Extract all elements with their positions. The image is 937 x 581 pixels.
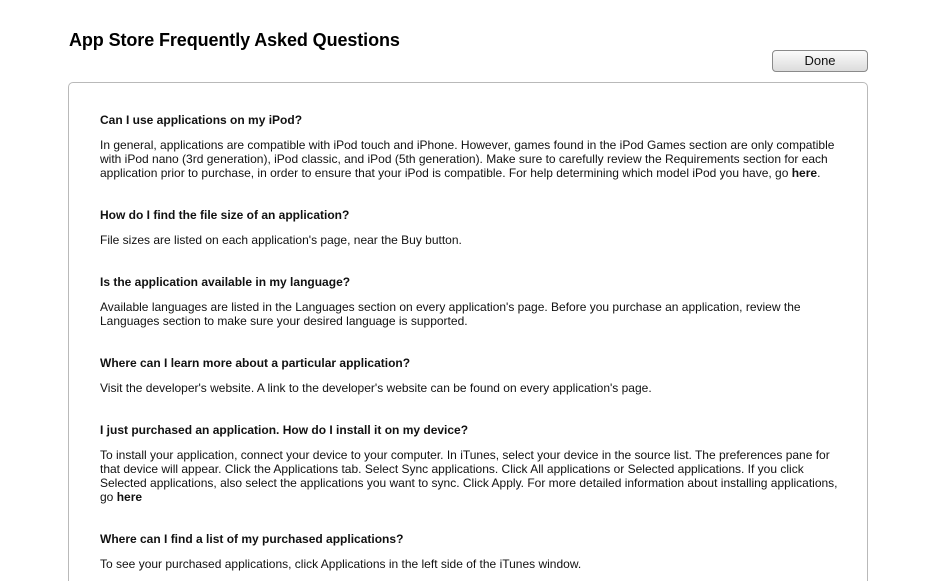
faq-question: Can I use applications on my iPod? [100, 113, 303, 127]
faq-question: Is the application available in my language? [100, 275, 351, 289]
faq-item [100, 532, 840, 571]
done-button[interactable]: Done [772, 50, 868, 72]
faq-item [100, 356, 840, 395]
faq-list [100, 113, 840, 581]
faq-question: Where can I find a list of my purchased applications? [100, 532, 404, 546]
faq-answer-suffix: . [817, 166, 821, 180]
faq-answer: Visit the developer's website. A link to the developer's website can be found on every application's page. [100, 381, 652, 395]
faq-answer: Available languages are listed in the Languages section on every application's page. Before you purchase an application, review the Languages section to make sure your desired language is supported. [100, 300, 801, 328]
help-ipod-model-link[interactable]: here [791, 166, 818, 180]
faq-item [100, 423, 840, 504]
faq-answer [100, 448, 840, 504]
faq-item [100, 113, 840, 180]
install-help-link[interactable]: here [116, 490, 143, 504]
faq-panel[interactable] [68, 82, 868, 581]
faq-answer: To see your purchased applications, click Applications in the left side of the iTunes window. [100, 557, 582, 571]
faq-answer-text: To install your application, connect your device to your computer. In iTunes, select your device in the source list. The preferences pane for that device will appear. Click the Applications tab. Select Sync applications. Click All applications or Selected applications. If you click Selected applications, also select the applications you want to sync. Click Apply. For more detailed information about installing applications, go [100, 448, 838, 504]
faq-question: I just purchased an application. How do I install it on my device? [100, 423, 469, 437]
faq-answer-text: In general, applications are compatible with iPod touch and iPhone. However, games found in the iPod Games section are only compatible with iPod nano (3rd generation), iPod classic, and iPod (5th generation). Make sure to carefully review the Requirements section for each application prior to purchase, in order to ensure that your iPod is compatible. For help determining which model iPod you have, go [100, 138, 835, 180]
faq-question: Where can I learn more about a particular application? [100, 356, 411, 370]
faq-question: How do I find the file size of an application? [100, 208, 350, 222]
faq-answer [100, 138, 840, 180]
faq-item [100, 208, 840, 247]
faq-answer: File sizes are listed on each application's page, near the Buy button. [100, 233, 462, 247]
faq-item [100, 275, 840, 328]
page-title: App Store Frequently Asked Questions [69, 30, 400, 50]
